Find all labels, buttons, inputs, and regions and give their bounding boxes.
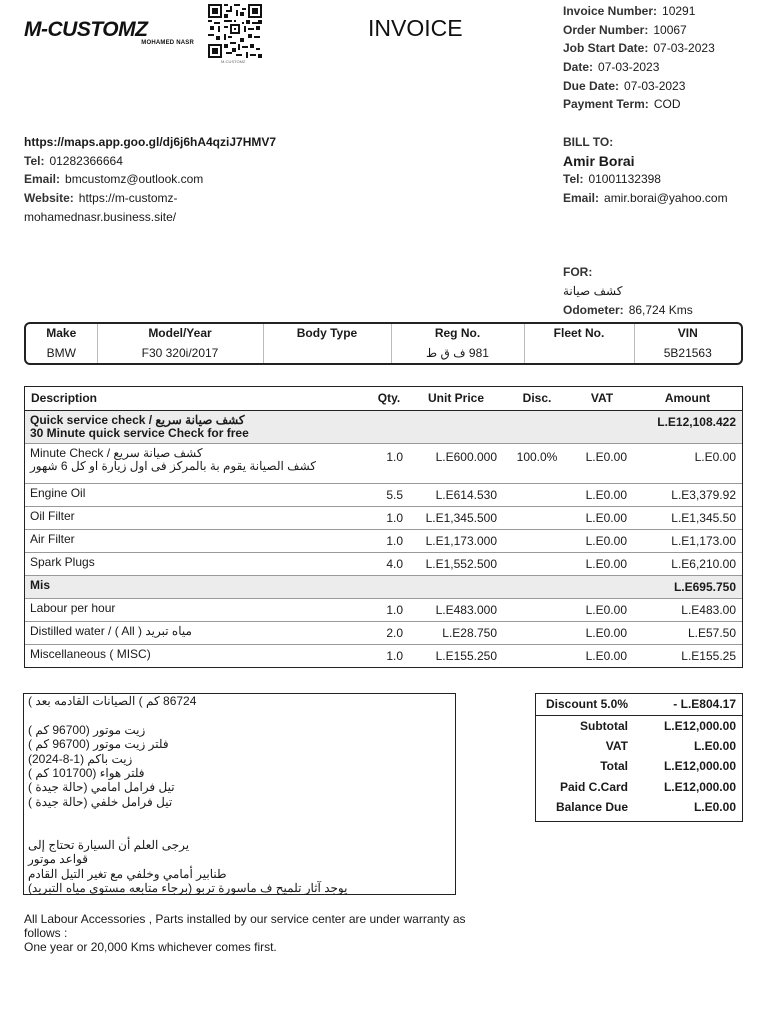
item-discount (503, 529, 571, 552)
item-description (25, 483, 369, 506)
company-email[interactable]: Email: bmcustomz@outlook.com (24, 172, 204, 186)
items-group-row (25, 575, 742, 598)
vehicle-reg-no: 981 ف ق ط (391, 342, 524, 363)
paid-label: Paid C.Card (559, 779, 628, 794)
totals-row (536, 777, 742, 798)
vehicle-make: BMW (46, 345, 76, 360)
item-qty: 1.0 (369, 598, 409, 621)
item-vat: L.E0.00 (585, 648, 627, 663)
item-unit-price: L.E155.250 (435, 648, 497, 663)
items-header: Description (25, 387, 369, 410)
vat-value: L.E0.00 (693, 738, 736, 753)
item-unit-price: L.E1,552.500 (409, 552, 503, 575)
vehicle-header: Make (46, 326, 77, 340)
item-description-line: Miscellaneous ( MISC) (30, 646, 151, 661)
discount-label: Discount 5.0% (536, 694, 634, 715)
item-amount: L.E57.50 (633, 621, 742, 644)
warranty-line: All Labour Accessories , Parts installed by our service center are under warranty as follows : (24, 912, 466, 940)
item-vat: L.E0.00 (571, 483, 633, 506)
note-line (28, 809, 451, 823)
note-line (28, 824, 451, 838)
item-amount: L.E1,173.00 (633, 529, 742, 552)
item-description-line: كشف الصيانة يقوم بة بالمركز فى اول زيارة او كل 6 شهور (30, 458, 316, 473)
item-description-line: Quick service check / كشف صيانة سريع (30, 412, 245, 427)
warranty-line: One year or 20,000 Kms whichever comes first. (24, 940, 277, 954)
item-discount (503, 552, 571, 575)
maps-link[interactable]: https://maps.app.goo.gl/dj6j6hA4qziJ7HMV7 (24, 135, 277, 149)
note-line: فلتر هواء (101700 كم ) (28, 766, 145, 781)
item-description (25, 575, 369, 598)
bill-to-name: Amir Borai (563, 153, 635, 169)
item-description-line: Minute Check / كشف صيانة سريع (30, 445, 203, 460)
totals-box (535, 693, 743, 822)
logo-text: M-CUSTOMZ (24, 18, 148, 41)
item-discount (503, 644, 571, 667)
item-vat: L.E0.00 (571, 621, 633, 644)
item-vat: L.E0.00 (571, 529, 633, 552)
items-row (25, 443, 742, 483)
job-start-date: Job Start Date: 07-03-2023 (563, 41, 715, 55)
item-description (25, 621, 369, 644)
item-discount (503, 506, 571, 529)
invoice-date: Date: 07-03-2023 (563, 60, 660, 74)
items-row (25, 552, 742, 575)
totals-row (536, 797, 742, 818)
item-unit-price (409, 410, 503, 443)
item-description-line: Spark Plugs (30, 554, 95, 569)
item-amount: L.E0.00 (633, 443, 742, 483)
qr-caption: M-CUSTOMZ (221, 59, 246, 64)
item-vat: L.E0.00 (571, 552, 633, 575)
invoice-title: INVOICE (368, 15, 463, 41)
item-description-line: Engine Oil (30, 485, 86, 500)
item-qty: 2.0 (369, 621, 409, 644)
bill-to-tel: Tel: 01001132398 (563, 172, 661, 186)
note-line: قواعد موتور (28, 852, 89, 867)
items-header: Qty. (369, 387, 409, 410)
totals-row (536, 694, 742, 715)
vehicle-header: Reg No. (391, 324, 524, 342)
note-line: زيت باكم (1-8-2024) (28, 751, 133, 766)
totals-row (536, 736, 742, 757)
item-amount: L.E12,108.422 (633, 410, 742, 443)
balance-due-label: Balance Due (555, 800, 628, 815)
item-description-line: Mis (30, 577, 51, 592)
item-amount: L.E1,345.50 (633, 506, 742, 529)
item-unit-price: L.E28.750 (409, 621, 503, 644)
vehicle-model-year: F30 320i/2017 (97, 342, 263, 363)
items-row (25, 506, 742, 529)
items-table (24, 386, 743, 668)
for-heading: FOR: (563, 265, 593, 279)
item-discount: 100.0% (503, 443, 571, 483)
discount-value: - L.E804.17 (634, 694, 742, 715)
bill-to-heading: BILL TO: (563, 135, 614, 149)
item-qty (369, 410, 409, 443)
vehicle-header: Fleet No. (524, 324, 634, 342)
item-qty: 4.0 (369, 552, 409, 575)
item-description-line: Air Filter (30, 531, 75, 546)
item-unit-price (409, 575, 503, 598)
service-notes (23, 693, 456, 895)
item-description (25, 644, 369, 667)
totals-row (536, 715, 742, 736)
item-discount (503, 575, 571, 598)
paid-value: L.E12,000.00 (663, 779, 736, 794)
note-line: فلتر زيت موتور (96700 كم ) (28, 737, 169, 752)
invoice-number: Invoice Number: 10291 (563, 4, 696, 18)
item-description-line: Labour per hour (30, 600, 116, 615)
item-description-line: Distilled water / ( All ) مياه تبريد (30, 623, 192, 638)
item-qty: 5.5 (369, 483, 409, 506)
item-qty (369, 575, 409, 598)
items-row (25, 483, 742, 506)
items-row (25, 644, 742, 667)
item-description (25, 552, 369, 575)
company-website-cont[interactable]: mohamednasr.business.site/ (24, 210, 177, 224)
qr-code-icon (208, 4, 262, 58)
item-qty: 1.0 (369, 443, 409, 483)
items-row (25, 529, 742, 552)
items-row (25, 598, 742, 621)
item-unit-price: L.E483.000 (409, 598, 503, 621)
item-discount (503, 483, 571, 506)
item-amount: L.E695.750 (633, 575, 742, 598)
item-description (25, 410, 369, 443)
item-description (25, 598, 369, 621)
items-header: VAT (571, 387, 633, 410)
item-unit-price: L.E614.530 (409, 483, 503, 506)
odometer: Odometer: 86,724 Kms (563, 303, 693, 317)
item-amount: L.E6,210.00 (633, 552, 742, 575)
vehicle-body-type (263, 342, 391, 363)
note-line (28, 708, 451, 722)
vehicle-table (24, 322, 743, 365)
item-amount: L.E155.25 (681, 648, 736, 663)
note-line: تيل فرامل خلفي (حالة جيدة ) (28, 794, 173, 809)
items-header: Amount (633, 387, 742, 410)
payment-term: Payment Term: COD (563, 97, 681, 111)
item-qty: 1.0 (369, 529, 409, 552)
item-description (25, 529, 369, 552)
note-line: 86724 كم ) الصيانات القادمه بعد ) (28, 694, 197, 708)
note-line: زيت موتور (96700 كم ) (28, 722, 146, 737)
item-vat: L.E0.00 (571, 506, 633, 529)
warranty-note (24, 912, 494, 954)
logo-subtext: MOHAMED NASR (141, 40, 194, 46)
company-tel: Tel: 01282366664 (24, 154, 123, 168)
totals-row (536, 756, 742, 777)
vehicle-header: VIN (634, 324, 741, 342)
item-description (25, 443, 369, 483)
item-vat: L.E0.00 (571, 443, 633, 483)
company-logo (24, 18, 202, 52)
item-unit-price: L.E1,173.000 (409, 529, 503, 552)
vehicle-header: Model/Year (97, 324, 263, 342)
item-vat: L.E0.00 (571, 598, 633, 621)
total-value: L.E12,000.00 (663, 759, 736, 774)
vehicle-vin: 5B21563 (634, 342, 741, 363)
item-vat (571, 575, 633, 598)
vehicle-header: Body Type (263, 324, 391, 342)
note-line: يرجى العلم أن السيارة تحتاج إلى (28, 838, 190, 853)
bill-to-email[interactable]: Email: amir.borai@yahoo.com (563, 191, 728, 205)
item-description-line: 30 Minute quick service Check for free (30, 425, 249, 440)
note-line: طنابير أمامي وخلفي مع تغير التيل القادم (28, 866, 227, 881)
item-vat (571, 410, 633, 443)
subtotal-value: L.E12,000.00 (663, 718, 736, 733)
balance-due-value: L.E0.00 (693, 800, 736, 815)
subtotal-label: Subtotal (580, 718, 628, 733)
company-website[interactable]: Website: https://m-customz- (24, 191, 178, 205)
note-line: تيل فرامل امامي (حالة جيدة ) (28, 780, 175, 795)
items-group-row (25, 410, 742, 443)
due-date: Due Date: 07-03-2023 (563, 79, 686, 93)
item-description-line: Oil Filter (30, 508, 75, 523)
items-row (25, 621, 742, 644)
item-unit-price: L.E1,345.500 (409, 506, 503, 529)
for-text: كشف صيانة (563, 284, 623, 298)
item-description (25, 506, 369, 529)
item-discount (503, 621, 571, 644)
vehicle-fleet-no (524, 342, 634, 363)
item-amount: L.E3,379.92 (633, 483, 742, 506)
items-header: Unit Price (409, 387, 503, 410)
item-unit-price: L.E600.000 (409, 443, 503, 483)
total-label: Total (600, 759, 628, 774)
order-number: Order Number: 10067 (563, 23, 687, 37)
vat-label: VAT (605, 738, 628, 753)
items-header: Disc. (503, 387, 571, 410)
item-qty: 1.0 (369, 506, 409, 529)
item-amount: L.E483.00 (633, 598, 742, 621)
item-discount (503, 598, 571, 621)
note-line: يوجد آثار تلميح ف ماسورة تربو (برجاء متابعه مستوي مياه التبريد) (28, 881, 348, 896)
item-qty: 1.0 (386, 648, 403, 663)
item-discount (503, 410, 571, 443)
